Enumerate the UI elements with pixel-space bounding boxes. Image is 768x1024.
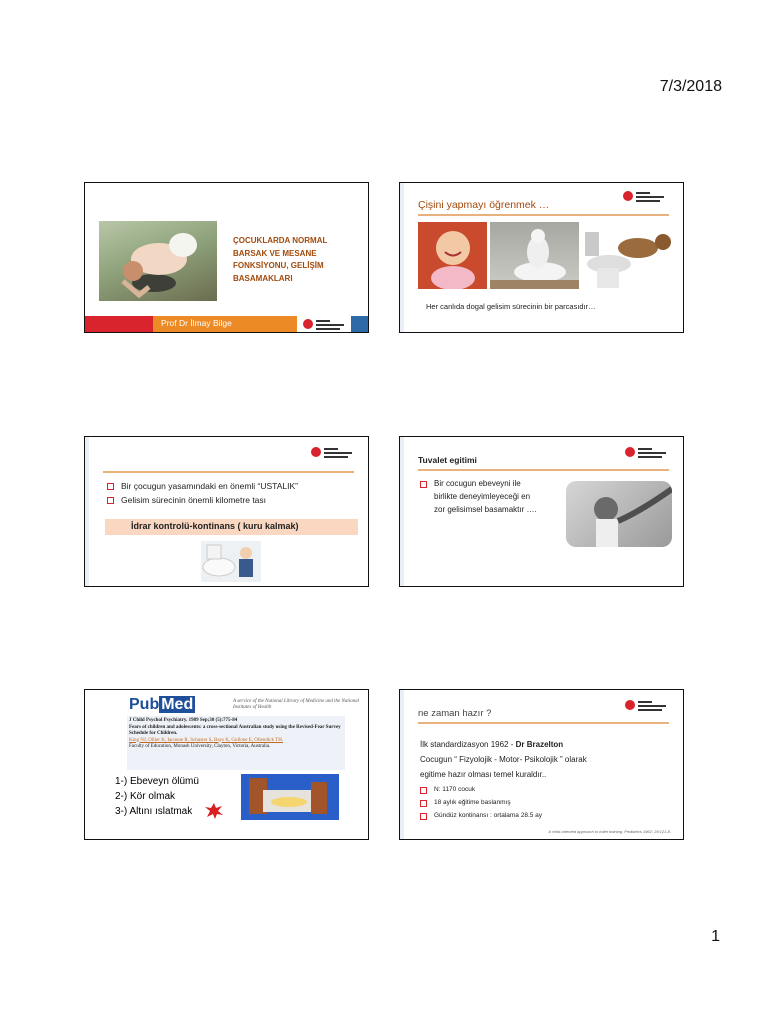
bullet-item: N: 1170 cocuk bbox=[420, 783, 542, 796]
wet-bed-cartoon bbox=[241, 774, 339, 820]
title-line: FONKSİYONU, GELİŞİM bbox=[233, 261, 324, 270]
citation-box bbox=[127, 716, 345, 770]
list-item: 1-) Ebeveyn ölümü bbox=[115, 776, 199, 787]
title-underline bbox=[418, 214, 669, 216]
starburst-icon bbox=[205, 803, 223, 819]
author-name: Prof Dr İlmay Bilge bbox=[161, 318, 232, 328]
slide-4-bullet bbox=[420, 477, 537, 516]
university-logo-icon bbox=[623, 189, 669, 205]
pubmed-logo-pub: Pub bbox=[129, 696, 160, 713]
list-item: 2-) Kör olmak bbox=[115, 791, 176, 802]
title-underline bbox=[418, 722, 669, 724]
side-accent bbox=[400, 183, 404, 332]
dog-on-toilet-photo bbox=[583, 222, 676, 289]
author-ref: Dr Brazelton bbox=[515, 740, 564, 749]
print-date: 7/3/2018 bbox=[659, 78, 722, 95]
slide-6 bbox=[399, 689, 684, 840]
pubmed-logo-med: Med bbox=[161, 696, 194, 713]
university-logo-icon bbox=[303, 317, 349, 333]
slide-1 bbox=[84, 182, 369, 333]
slide-4 bbox=[399, 436, 684, 587]
slide-3-bullets bbox=[107, 479, 298, 507]
baby-on-potty-photo bbox=[99, 221, 217, 301]
bullet-item: Gelisim sürecinin önemli kilometre tası bbox=[107, 493, 298, 507]
university-logo-icon bbox=[625, 445, 671, 461]
slide-2 bbox=[399, 182, 684, 333]
title-line: BARSAK VE MESANE bbox=[233, 248, 317, 258]
citation-title: Fears of children and adolescents: a cross-sectional Australian study using the Revised-Fear Survey Schedule for Children. bbox=[129, 724, 341, 736]
university-logo-icon bbox=[625, 698, 671, 714]
title-line: BASAMAKLARI bbox=[233, 273, 293, 283]
title-underline bbox=[103, 471, 354, 473]
slide-5 bbox=[84, 689, 369, 840]
cat-on-toilet-photo bbox=[490, 222, 579, 289]
bullet-line: birlikte deneyimleyeceği en bbox=[434, 492, 531, 501]
side-accent bbox=[400, 437, 404, 586]
university-logo-icon bbox=[311, 445, 357, 461]
side-accent bbox=[400, 690, 404, 839]
bullet-line: zor gelisimsel basamaktır …. bbox=[434, 505, 537, 514]
bottom-bar-blue bbox=[351, 316, 368, 332]
child-holding-hand-photo bbox=[566, 481, 672, 547]
slide-3 bbox=[84, 436, 369, 587]
slide-2-title: Çişini yapmayı öğrenmek … bbox=[418, 199, 550, 211]
bullet-item: Gündüz kontinansı : ortalama 28.5 ay bbox=[420, 809, 542, 822]
highlight-text: İdrar kontrolü-kontinans ( kuru kalmak) bbox=[131, 521, 299, 531]
bullet-item: 18 aylık eğitime baslanmış bbox=[420, 796, 542, 809]
slide-4-title: Tuvalet egitimi bbox=[418, 455, 477, 465]
bullet-item: Bir çocugun yasamındaki en önemli “USTALIK” bbox=[107, 479, 298, 493]
slide-1-title bbox=[233, 235, 359, 285]
body-line: Cocugun “ Fizyolojik - Motor- Psikolojik ” olarak bbox=[420, 755, 587, 764]
body-line: egitime hazır olması temel kuraldır.. bbox=[420, 770, 547, 779]
list-item: 3-) Altını ıslatmak bbox=[115, 806, 193, 817]
slide-6-body bbox=[420, 737, 587, 782]
bottom-bar-red bbox=[85, 316, 153, 332]
slide-6-bullets bbox=[420, 783, 542, 822]
body-line bbox=[420, 737, 587, 752]
citation-affiliation: Faculty of Education, Monash University, Clayton, Victoria, Australia. bbox=[129, 744, 271, 749]
toddler-flushing-toilet-photo bbox=[201, 541, 261, 582]
pubmed-tagline: A service of the National Library of Medicine and the National Institutes of Health bbox=[233, 699, 360, 710]
title-line: ÇOCUKLARDA NORMAL bbox=[233, 236, 328, 245]
slide-2-caption: Her canlıda dogal gelisim sürecinin bir parcasıdır… bbox=[426, 302, 596, 311]
citation-authors: King NJ, Ollier K, Iacuone R, Schuster S, Bays K, Gullone E, Ollendick TH. bbox=[129, 737, 284, 743]
slide-6-title: ne zaman hazır ? bbox=[418, 708, 492, 719]
page-number: 1 bbox=[711, 928, 720, 945]
side-accent bbox=[85, 437, 89, 586]
title-underline bbox=[418, 469, 669, 471]
fear-list bbox=[115, 774, 199, 819]
citation-journal: J Child Psychol Psychiatry. 1989 Sep;30 (5):775-84 bbox=[129, 718, 238, 723]
pubmed-logo bbox=[129, 696, 195, 714]
reference-note: A child-oriented approach to toilet training. Pediatrics 1962; 29:121-8. bbox=[548, 829, 671, 834]
body-line-prefix: İlk standardizasyon 1962 - bbox=[420, 740, 516, 749]
smiling-baby-photo bbox=[418, 222, 487, 289]
bullet-line: Bir cocugun ebeveyni ile bbox=[420, 477, 537, 490]
